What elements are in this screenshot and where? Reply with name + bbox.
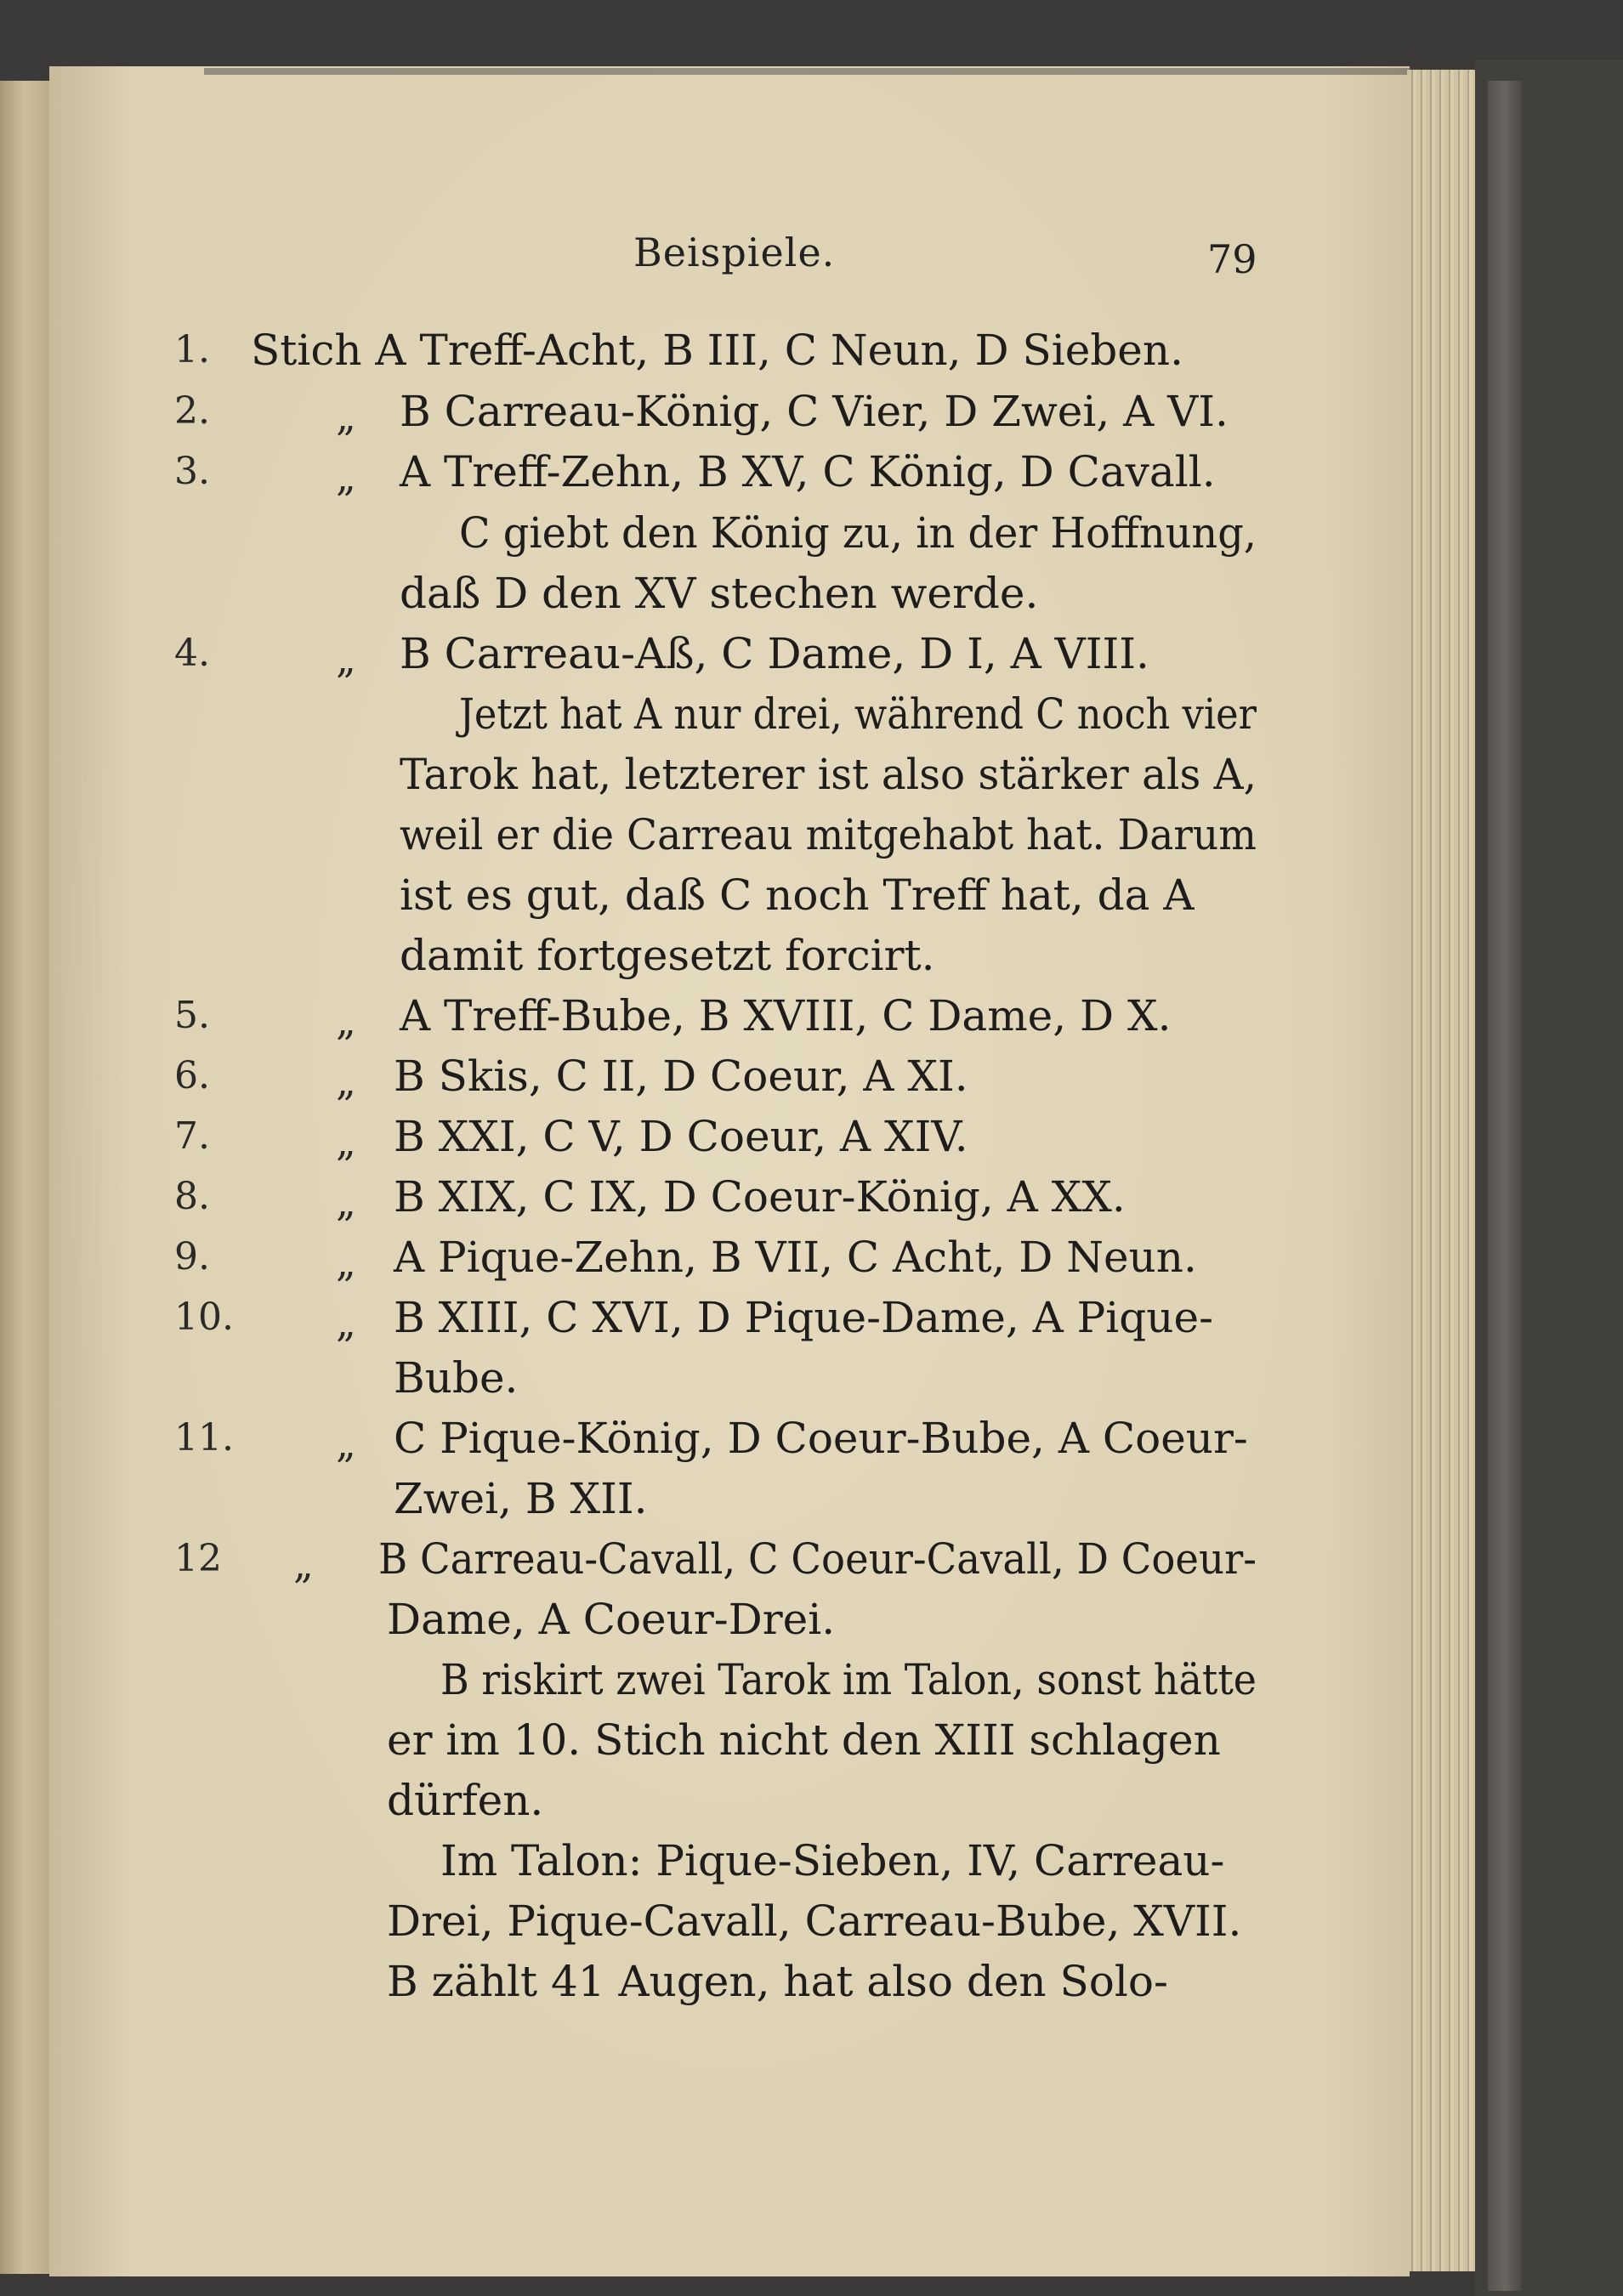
ditto-mark: „ xyxy=(336,636,356,682)
text-line: Zwei, B XII. xyxy=(394,1474,648,1523)
text-line: Tarok hat, letzterer ist also stärker als A, xyxy=(400,750,1257,799)
trick-number: 12 xyxy=(174,1537,222,1580)
text-line: ist es gut, daß C noch Treff hat, da A xyxy=(400,870,1195,920)
text-line: er im 10. Stich nicht den XIII schlagen xyxy=(387,1715,1221,1765)
ditto-mark: „ xyxy=(336,1239,356,1285)
trick-number: 3. xyxy=(174,450,210,493)
ditto-mark: „ xyxy=(336,1058,356,1104)
text-line: A Treff-Zehn, B XV, C König, D Cavall. xyxy=(400,447,1216,496)
ditto-mark: „ xyxy=(336,454,356,500)
text-line: C giebt den König zu, in der Hoffnung, xyxy=(459,508,1257,558)
text-line: B riskirt zwei Tarok im Talon, sonst hätte xyxy=(440,1655,1257,1704)
text-line: damit fortgesetzt forcirt. xyxy=(400,931,935,980)
text-line: Im Talon: Pique-Sieben, IV, Carreau- xyxy=(440,1836,1225,1885)
trick-number: 9. xyxy=(174,1235,210,1278)
trick-number: 8. xyxy=(174,1175,210,1218)
trick-number: 1. xyxy=(174,328,210,371)
text-line: Jetzt hat A nur drei, während C noch vier xyxy=(459,689,1257,739)
text-line: A Pique-Zehn, B VII, C Acht, D Neun. xyxy=(394,1233,1197,1282)
text-line: weil er die Carreau mitgehabt hat. Darum xyxy=(400,810,1257,859)
ditto-mark: „ xyxy=(336,1179,356,1225)
text-line: dürfen. xyxy=(387,1776,544,1825)
text-line: B Carreau-Cavall, C Coeur-Cavall, D Coeur- xyxy=(378,1534,1257,1584)
trick-number: 10. xyxy=(174,1295,234,1339)
text-line: B zählt 41 Augen, hat also den Solo- xyxy=(387,1957,1168,2006)
text-line: daß D den XV stechen werde. xyxy=(400,569,1039,618)
ditto-mark: „ xyxy=(336,394,356,439)
text-line: B XIX, C IX, D Coeur-König, A XX. xyxy=(394,1172,1126,1222)
ditto-mark: „ xyxy=(336,1300,356,1346)
text-line: B XIII, C XVI, D Pique-Dame, A Pique- xyxy=(394,1293,1213,1342)
text-line: Stich A Treff-Acht, B III, C Neun, D Sieben. xyxy=(251,326,1183,375)
trick-number: 7. xyxy=(174,1114,210,1158)
trick-number: 5. xyxy=(174,994,210,1037)
running-head: Beispiele. xyxy=(633,230,836,275)
text-line: B Carreau-König, C Vier, D Zwei, A VI. xyxy=(400,387,1229,436)
trick-number: 4. xyxy=(174,632,210,675)
text-line: C Pique-König, D Coeur-Bube, A Coeur- xyxy=(394,1414,1248,1463)
text-line: Drei, Pique-Cavall, Carreau-Bube, XVII. xyxy=(387,1896,1242,1946)
ditto-mark: „ xyxy=(336,998,356,1044)
trick-number: 6. xyxy=(174,1054,210,1097)
text-line: A Treff-Bube, B XVIII, C Dame, D X. xyxy=(400,991,1172,1040)
text-line: B Carreau-Aß, C Dame, D I, A VIII. xyxy=(400,629,1149,678)
trick-number: 11. xyxy=(174,1416,234,1460)
text-line: B Skis, C II, D Coeur, A XI. xyxy=(394,1052,968,1101)
text-line: Bube. xyxy=(394,1353,519,1403)
ditto-mark: „ xyxy=(336,1119,356,1165)
text-line: B XXI, C V, D Coeur, A XIV. xyxy=(394,1112,968,1161)
ditto-mark: „ xyxy=(293,1541,314,1587)
text-line: Dame, A Coeur-Drei. xyxy=(387,1595,836,1644)
trick-number: 2. xyxy=(174,389,210,433)
ditto-mark: „ xyxy=(336,1420,356,1466)
page-number: 79 xyxy=(1207,236,1257,282)
